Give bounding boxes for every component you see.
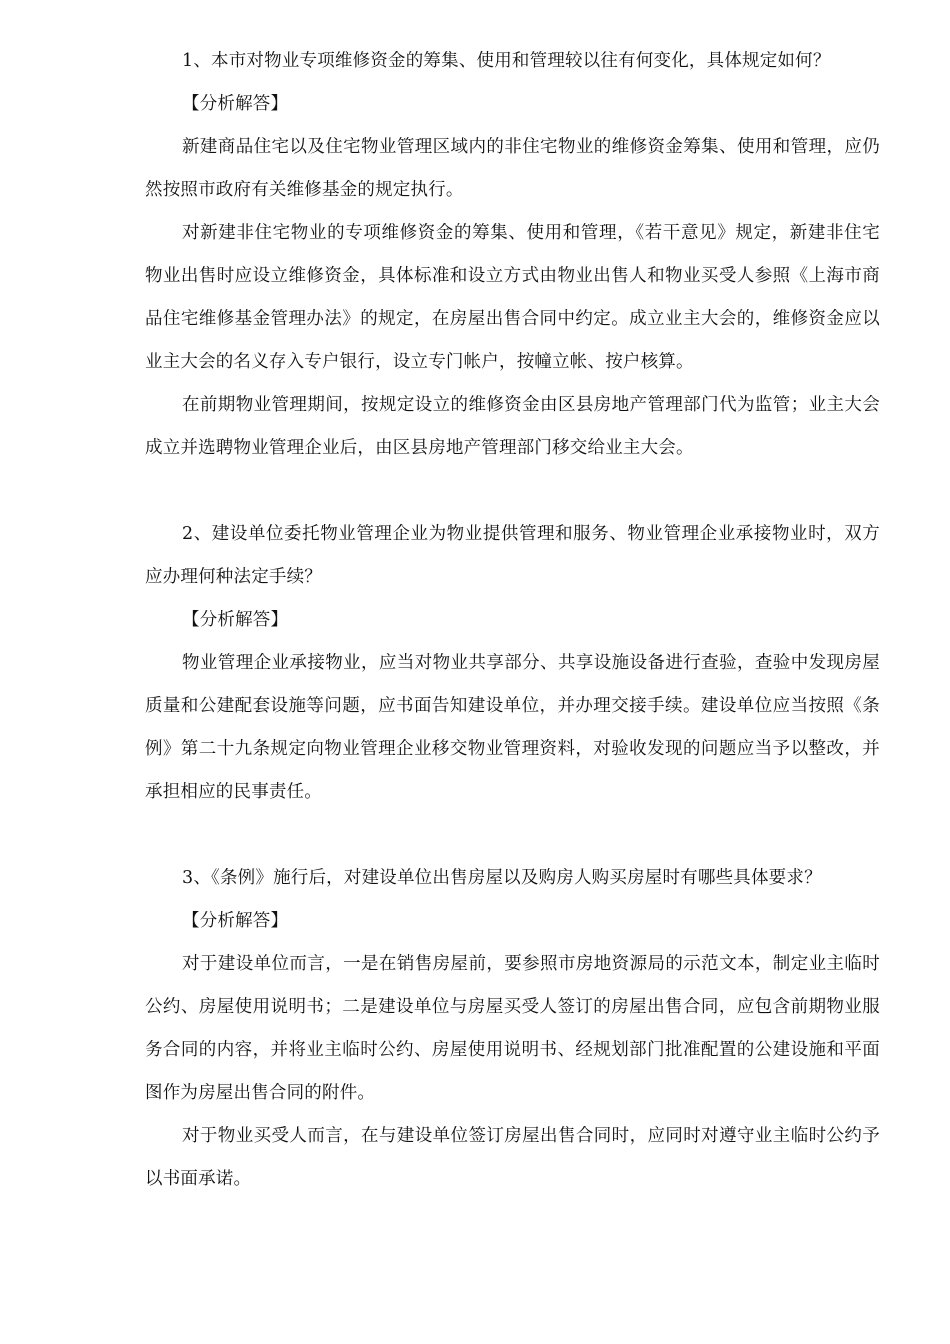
section-spacer bbox=[145, 814, 880, 857]
answer-label-1: 【分析解答】 bbox=[182, 94, 289, 114]
answer-label-3: 【分析解答】 bbox=[182, 911, 289, 931]
section-spacer bbox=[145, 470, 880, 513]
question-2: 2、建设单位委托物业管理企业为物业提供管理和服务、物业管理企业承接物业时，双方应办理何种法定手续？ bbox=[145, 524, 880, 587]
document-page bbox=[145, 40, 880, 1201]
qa-section-3 bbox=[145, 857, 880, 1201]
answer-paragraph-1-3: 在前期物业管理期间，按规定设立的维修资金由区县房地产管理部门代为监管；业主大会成立并选聘物业管理企业后，由区县房地产管理部门移交给业主大会。 bbox=[145, 395, 880, 458]
answer-paragraph-3-2: 对于物业买受人而言，在与建设单位签订房屋出售合同时，应同时对遵守业主临时公约予以书面承诺。 bbox=[145, 1126, 880, 1189]
question-3: 3、《条例》施行后，对建设单位出售房屋以及购房人购买房屋时有哪些具体要求？ bbox=[182, 868, 822, 888]
qa-section-1 bbox=[145, 40, 880, 470]
answer-paragraph-1-1: 新建商品住宅以及住宅物业管理区域内的非住宅物业的维修资金筹集、使用和管理，应仍然按照市政府有关维修基金的规定执行。 bbox=[145, 137, 880, 200]
answer-paragraph-2-1: 物业管理企业承接物业，应当对物业共享部分、共享设施设备进行查验，查验中发现房屋质量和公建配套设施等问题，应书面告知建设单位，并办理交接手续。建设单位应当按照《条例》第二十九条规定向物业管理企业移交物业管理资料，对验收发现的问题应当予以整改，并承担相应的民事责任。 bbox=[145, 653, 880, 802]
question-1: 1、本市对物业专项维修资金的筹集、使用和管理较以往有何变化，具体规定如何？ bbox=[182, 51, 831, 71]
answer-paragraph-1-2: 对新建非住宅物业的专项维修资金的筹集、使用和管理，《若干意见》规定，新建非住宅物业出售时应设立维修资金，具体标准和设立方式由物业出售人和物业买受人参照《上海市商品住宅维修基金管理办法》的规定，在房屋出售合同中约定。成立业主大会的，维修资金应以业主大会的名义存入专户银行，设立专门帐户，按幢立帐、按户核算。 bbox=[145, 223, 880, 372]
answer-paragraph-3-1: 对于建设单位而言，一是在销售房屋前，要参照市房地资源局的示范文本，制定业主临时公约、房屋使用说明书；二是建设单位与房屋买受人签订的房屋出售合同，应包含前期物业服务合同的内容，并将业主临时公约、房屋使用说明书、经规划部门批准配置的公建设施和平面图作为房屋出售合同的附件。 bbox=[145, 954, 880, 1103]
answer-label-2: 【分析解答】 bbox=[182, 610, 289, 630]
qa-section-2 bbox=[145, 513, 880, 814]
